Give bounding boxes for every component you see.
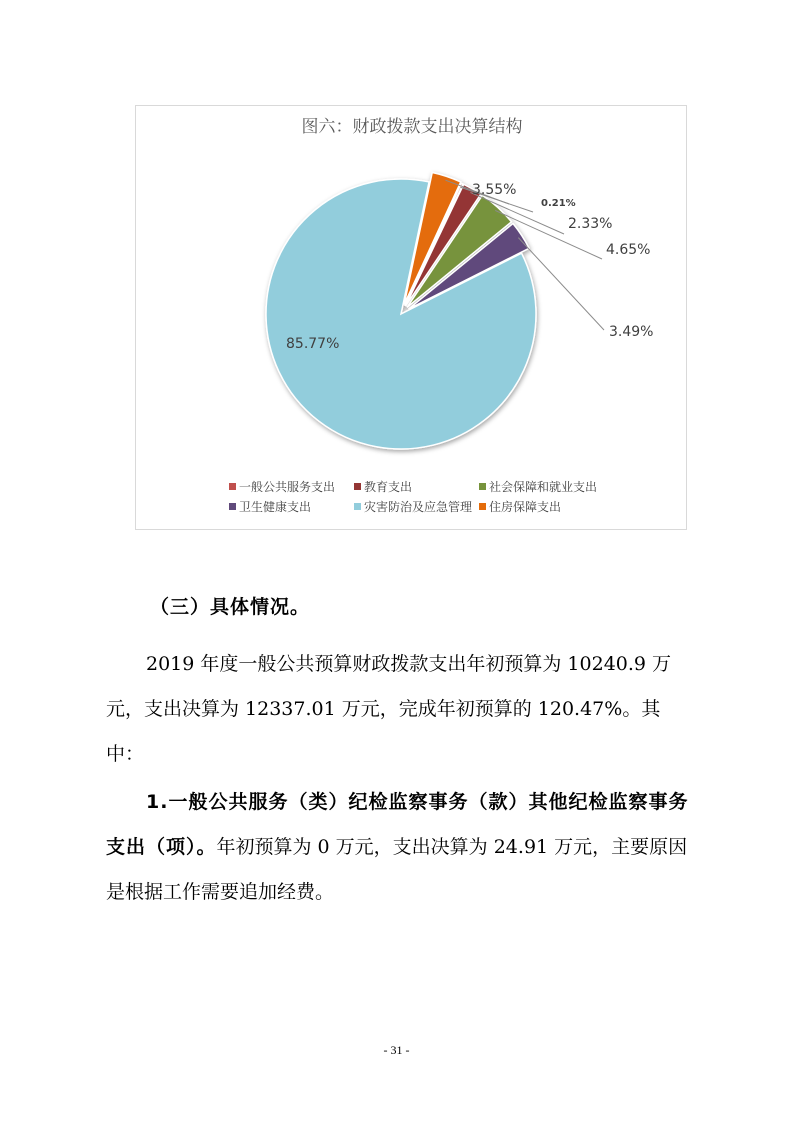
- data-label-2: 4.65%: [606, 242, 651, 258]
- pie-slices: [266, 172, 536, 449]
- legend-label-3: 卫生健康支出: [239, 500, 312, 514]
- legend-swatch-2: [479, 483, 486, 490]
- data-label-4: 85.77%: [286, 336, 340, 352]
- data-label-3: 3.49%: [609, 324, 654, 340]
- paragraph-budget-summary: 2019 年度一般公共预算财政拨款支出年初预算为 10240.9 万元，支出决算为 12337.01 万元，完成年初预算的 120.47%。其中：: [106, 653, 672, 765]
- chart-title: 图六：财政拨款支出决算结构: [301, 117, 523, 137]
- data-label-5: 3.55%: [472, 182, 517, 198]
- legend-label-0: 一般公共服务支出: [239, 480, 336, 494]
- data-label-0: 0.21%: [541, 198, 576, 209]
- data-label-1: 2.33%: [568, 216, 613, 232]
- page-number: - 31 -: [383, 1043, 410, 1057]
- pie-chart-svg: [136, 106, 688, 531]
- legend-swatch-1: [354, 483, 361, 490]
- section-heading: （三）具体情况。: [150, 596, 311, 618]
- legend-swatch-5: [479, 503, 486, 510]
- paragraph-item-1: [106, 780, 696, 915]
- legend: [229, 479, 597, 514]
- legend-swatch-3: [229, 503, 236, 510]
- paragraph-item-1-body: 年初预算为 0 万元，支出决算为 24.91 万元，主要原因是根据工作需要追加经费。: [106, 836, 688, 903]
- legend-swatch-0: [229, 483, 236, 490]
- legend-swatch-4: [354, 503, 361, 510]
- legend-label-5: 住房保障支出: [489, 500, 562, 514]
- legend-label-4: 灾害防治及应急管理: [364, 500, 473, 514]
- legend-label-1: 教育支出: [364, 480, 413, 494]
- legend-label-2: 社会保障和就业支出: [489, 480, 598, 494]
- pie-chart: [135, 105, 687, 530]
- paragraph-item-1-title: 1.一般公共服务（类）纪检监察事务（款）其他纪检监察事务支出（项）。: [106, 791, 689, 858]
